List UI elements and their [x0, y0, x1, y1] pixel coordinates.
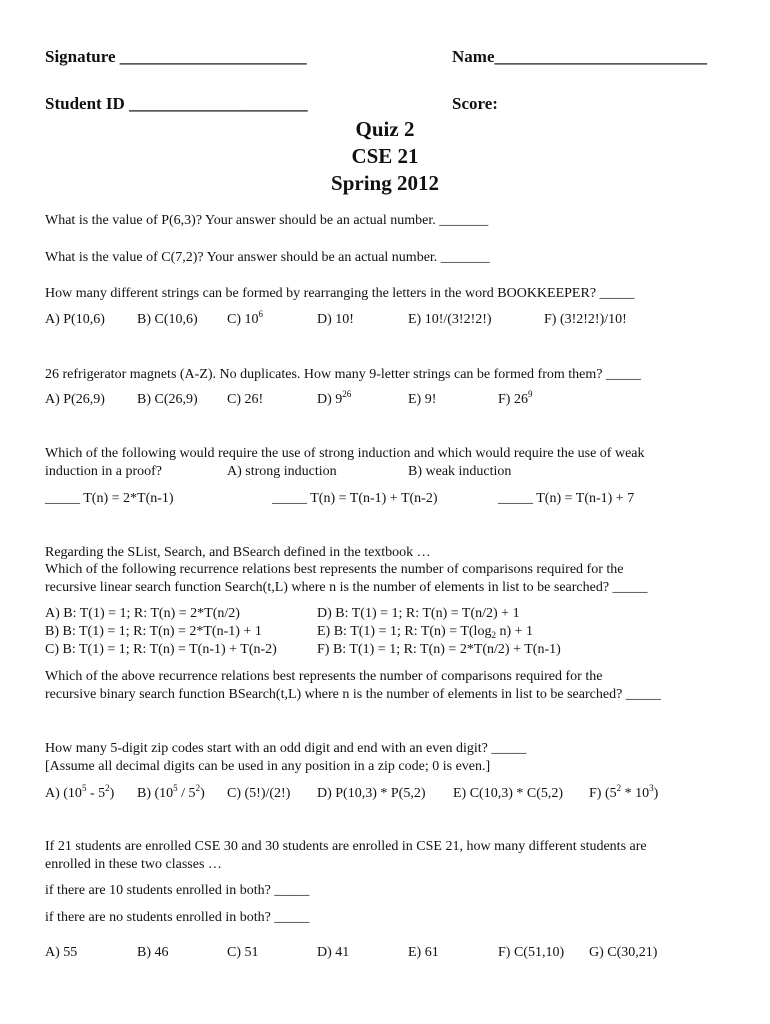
q5-option-b: B) weak induction	[408, 464, 512, 479]
question-5-line-2: induction in a proof?	[45, 464, 163, 479]
q6-option-c: C) B: T(1) = 1; R: T(n) = T(n-1) + T(n-2)	[45, 642, 277, 657]
q9-option-a: A) 55	[45, 945, 78, 960]
q4-option-c: C) 26!	[227, 392, 264, 407]
q8-option-a: A) $(10^5 - 5^2)$	[45, 783, 115, 801]
signature-field[interactable]: Signature ______________________	[45, 47, 307, 66]
question-7-line-1: Which of the above recurrence relations best represents the number of comparisons required for the	[45, 669, 603, 684]
q6-option-f: F) B: T(1) = 1; R: T(n) = 2*T(n/2) + T(n-1)	[317, 642, 561, 657]
q3-option-e: E) 10!/(3!2!2!)	[408, 312, 492, 327]
question-2: What is the value of C(7,2)? Your answer should be an actual number. _______	[45, 250, 490, 265]
q6-option-d: D) B: T(1) = 1; R: T(n) = T(n/2) + 1	[317, 606, 520, 621]
q3-option-b: B) C(10,6)	[137, 312, 198, 327]
q3-option-a: A) P(10,6)	[45, 312, 105, 327]
q8-option-e: E) C(10,3) * C(5,2)	[453, 786, 564, 801]
question-8-line-1: How many 5-digit zip codes start with an odd digit and end with an even digit? _____	[45, 741, 527, 756]
q8-option-f: F) $(5^2 * 10^3)$	[589, 783, 659, 801]
q9-option-e: E) 61	[408, 945, 439, 960]
question-6-line-3: recursive linear search function Search(t,L) where n is the number of elements in list to be searched? _____	[45, 580, 648, 595]
question-7-line-2: recursive binary search function BSearch(t,L) where n is the number of elements in list to be searched? _____	[45, 687, 661, 702]
quiz-title: Quiz 2	[355, 117, 415, 141]
name-field[interactable]: Name_________________________	[452, 47, 707, 66]
q6-option-a: A) B: T(1) = 1; R: T(n) = 2*T(n/2)	[45, 606, 240, 621]
question-3: How many different strings can be formed by rearranging the letters in the word BOOKKEEPER? _____	[45, 286, 635, 301]
course-title: CSE 21	[351, 144, 419, 168]
q8-option-b: B) $(10^5 / 5^2)$	[137, 783, 205, 801]
q5-item-3: _____ T(n) = T(n-1) + 7	[498, 491, 635, 506]
q9-option-g: G) C(30,21)	[589, 945, 658, 960]
q5-item-2: _____ T(n) = T(n-1) + T(n-2)	[272, 491, 438, 506]
question-8-line-2: [Assume all decimal digits can be used in any position in a zip code; 0 is even.]	[45, 759, 491, 774]
q5-option-a: A) strong induction	[227, 464, 337, 479]
q4-option-a: A) P(26,9)	[45, 392, 105, 407]
q9-option-d: D) 41	[317, 945, 350, 960]
q4-option-f: F) $26^9$	[498, 389, 533, 407]
student-id-field[interactable]: Student ID _____________________	[45, 94, 308, 113]
q6-option-e: E) B: T(1) = 1; R: $T(n) = T(\log_2$ n) + 1	[317, 624, 534, 640]
term-title: Spring 2012	[331, 171, 439, 195]
q9-sub-question-2: if there are no students enrolled in both? _____	[45, 910, 310, 925]
q3-option-d: D) 10!	[317, 312, 354, 327]
q9-option-c: C) 51	[227, 945, 259, 960]
q6-option-b: B) B: T(1) = 1; R: T(n) = 2*T(n-1) + 1	[45, 624, 262, 639]
q4-option-d: D) $9^{26}$	[317, 389, 352, 407]
q9-option-b: B) 46	[137, 945, 169, 960]
question-4: 26 refrigerator magnets (A-Z). No duplicates. How many 9-letter strings can be formed from them? _____	[45, 367, 641, 382]
question-5-line-1: Which of the following would require the use of strong induction and which would require the use of weak	[45, 446, 645, 461]
q9-option-f: F) C(51,10)	[498, 945, 565, 960]
q3-option-c: C) $10^6$	[227, 309, 263, 327]
q4-option-b: B) C(26,9)	[137, 392, 198, 407]
q8-option-d: D) P(10,3) * P(5,2)	[317, 786, 426, 801]
score-field: Score:	[452, 94, 498, 113]
q9-sub-question-1: if there are 10 students enrolled in both? _____	[45, 883, 310, 898]
q4-option-e: E) 9!	[408, 392, 437, 407]
question-6-line-2: Which of the following recurrence relations best represents the number of comparisons required for the	[45, 562, 624, 577]
q5-item-1: _____ T(n) = 2*T(n-1)	[45, 491, 174, 506]
question-9-line-2: enrolled in these two classes …	[45, 857, 222, 872]
q3-option-f: F) (3!2!2!)/10!	[544, 312, 627, 327]
question-9-line-1: If 21 students are enrolled CSE 30 and 30 students are enrolled in CSE 21, how many different students are	[45, 839, 647, 854]
q8-option-c: C) (5!)/(2!)	[227, 786, 291, 801]
question-1: What is the value of P(6,3)? Your answer should be an actual number. _______	[45, 213, 489, 228]
question-6-line-1: Regarding the SList, Search, and BSearch defined in the textbook …	[45, 545, 431, 560]
